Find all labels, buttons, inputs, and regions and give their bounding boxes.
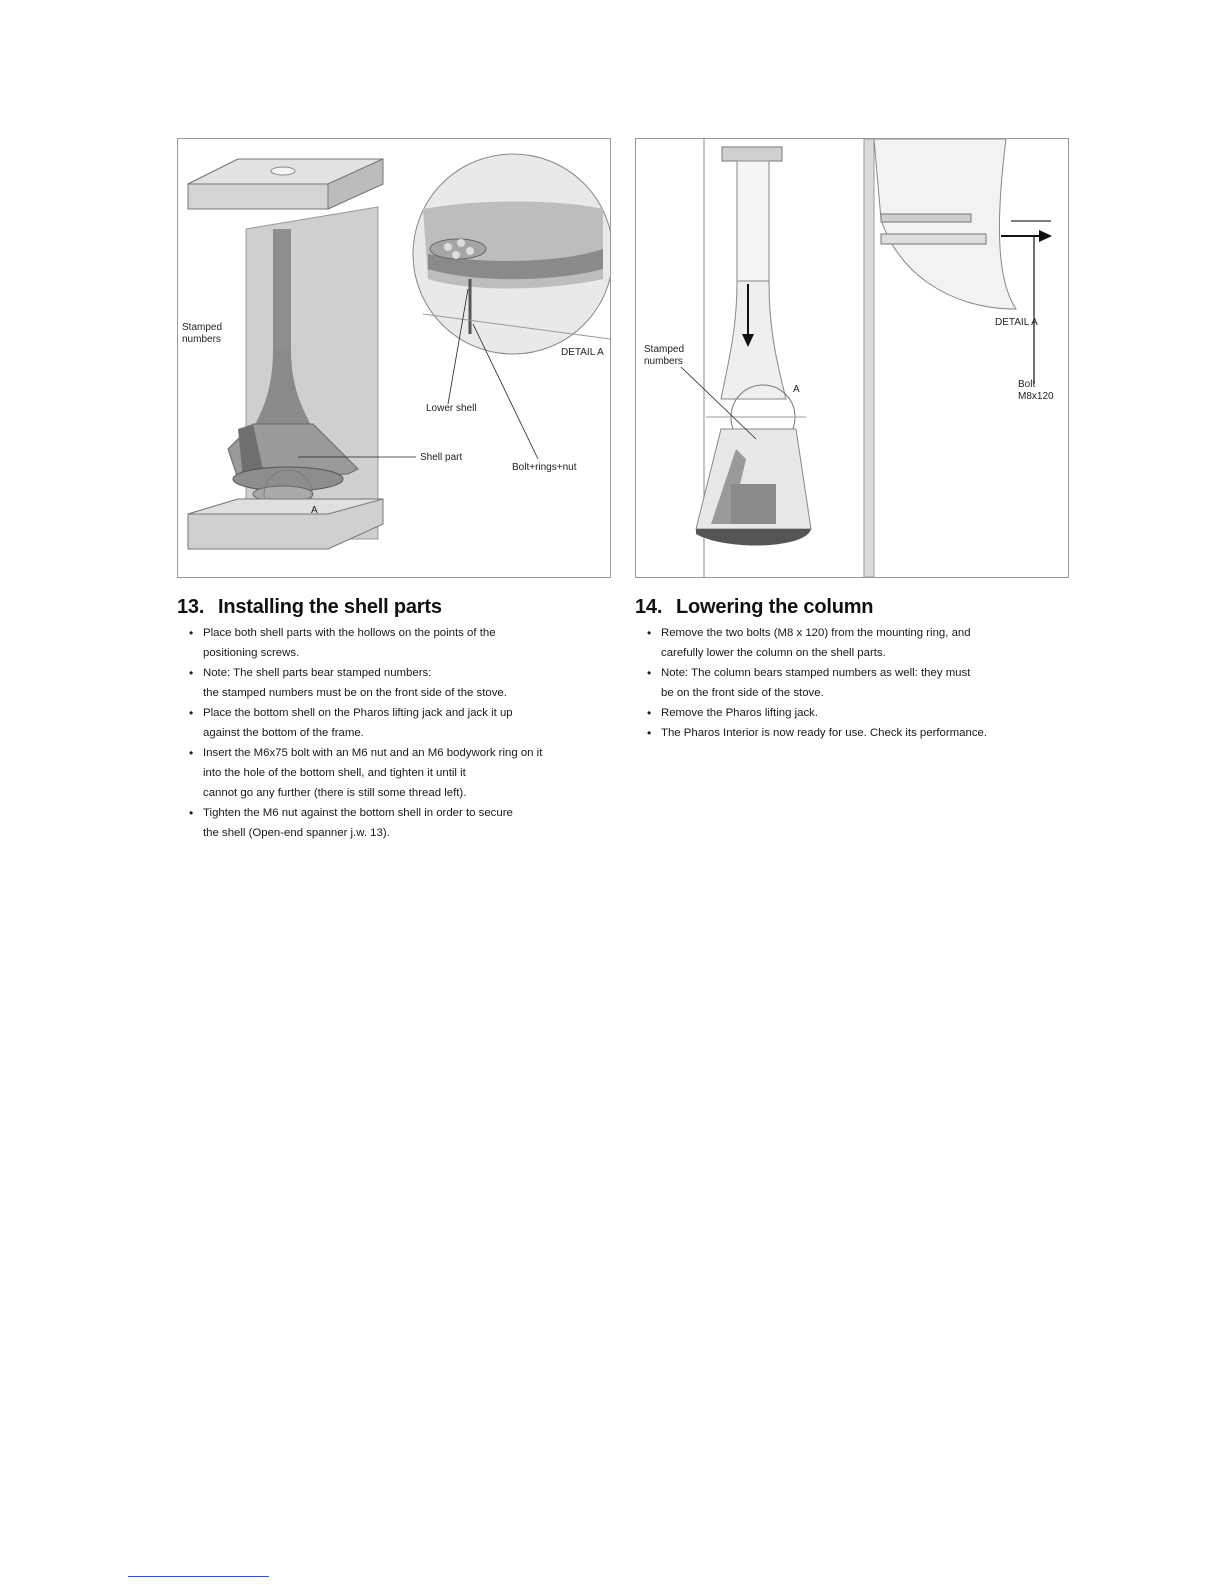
- list-item-line: • Note: The shell parts bear stamped numbers:: [203, 667, 432, 679]
- step-list: [635, 623, 1075, 743]
- list-item-line: against the bottom of the frame.: [203, 727, 364, 739]
- figure-installing-shell-parts: [177, 138, 611, 578]
- callout-shell-part: Shell part: [420, 452, 463, 463]
- footnote-divider: [128, 1576, 269, 1577]
- list-item-line: positioning screws.: [203, 647, 300, 659]
- list-item-line: be on the front side of the stove.: [661, 687, 824, 699]
- list-item-line: into the hole of the bottom shell, and tighten it until it: [203, 767, 466, 779]
- list-item-line: the shell (Open-end spanner j.w. 13).: [203, 827, 390, 839]
- step-list: [177, 623, 617, 843]
- section-lowering-column: [635, 596, 1075, 743]
- list-item: [661, 663, 1075, 703]
- callout-detail-a: DETAIL A: [995, 317, 1038, 328]
- list-item-line: • The Pharos Interior is now ready for use. Check its performance.: [661, 727, 988, 739]
- list-item-line: • Insert the M6x75 bolt with an M6 nut and an M6 bodywork ring on it: [203, 747, 543, 759]
- list-item: [203, 623, 617, 663]
- list-item: [203, 703, 617, 743]
- list-item-line: • Note: The column bears stamped numbers as well: they must: [661, 667, 971, 679]
- list-item-line: • Remove the Pharos lifting jack.: [661, 707, 819, 719]
- callout-bolt: Bolt M8x120: [1018, 379, 1054, 402]
- list-item-line: • Place the bottom shell on the Pharos lifting jack and jack it up: [203, 707, 513, 719]
- figure-lowering-column: [635, 138, 1069, 578]
- list-item-line: carefully lower the column on the shell parts.: [661, 647, 886, 659]
- section-heading: [177, 596, 617, 619]
- list-item: [203, 663, 617, 703]
- section-number: 13.: [177, 596, 205, 618]
- list-item-line: • Remove the two bolts (M8 x 120) from the mounting ring, and: [661, 627, 971, 639]
- section-title: Installing the shell parts: [218, 596, 442, 618]
- list-item-line: • Tighten the M6 nut against the bottom shell in order to secure: [203, 807, 513, 819]
- list-item: [203, 803, 617, 843]
- column-lowering-illustration: [636, 139, 1068, 577]
- section-number: 14.: [635, 596, 663, 618]
- list-item-line: cannot go any further (there is still some thread left).: [203, 787, 467, 799]
- callout-marker-a: A: [793, 384, 800, 395]
- section-title: Lowering the column: [676, 596, 874, 618]
- list-item-line: the stamped numbers must be on the front side of the stove.: [203, 687, 507, 699]
- callout-stamped-numbers: Stamped numbers: [182, 322, 223, 345]
- list-item: [661, 623, 1075, 663]
- shell-installation-illustration: [178, 139, 610, 577]
- section-installing-shell-parts: [177, 596, 617, 843]
- callout-marker-a: A: [311, 505, 318, 516]
- callout-stamped-numbers: Stamped numbers: [644, 344, 685, 367]
- list-item: [203, 743, 617, 803]
- list-item: [661, 703, 1075, 723]
- section-heading: [635, 596, 1075, 619]
- callout-lower-shell: Lower shell: [426, 403, 477, 414]
- callout-detail-a: DETAIL A: [561, 347, 604, 358]
- callout-bolt-rings-nut: Bolt+rings+nut: [512, 462, 577, 473]
- list-item: [661, 723, 1075, 743]
- list-item-line: • Place both shell parts with the hollows on the points of the: [203, 627, 496, 639]
